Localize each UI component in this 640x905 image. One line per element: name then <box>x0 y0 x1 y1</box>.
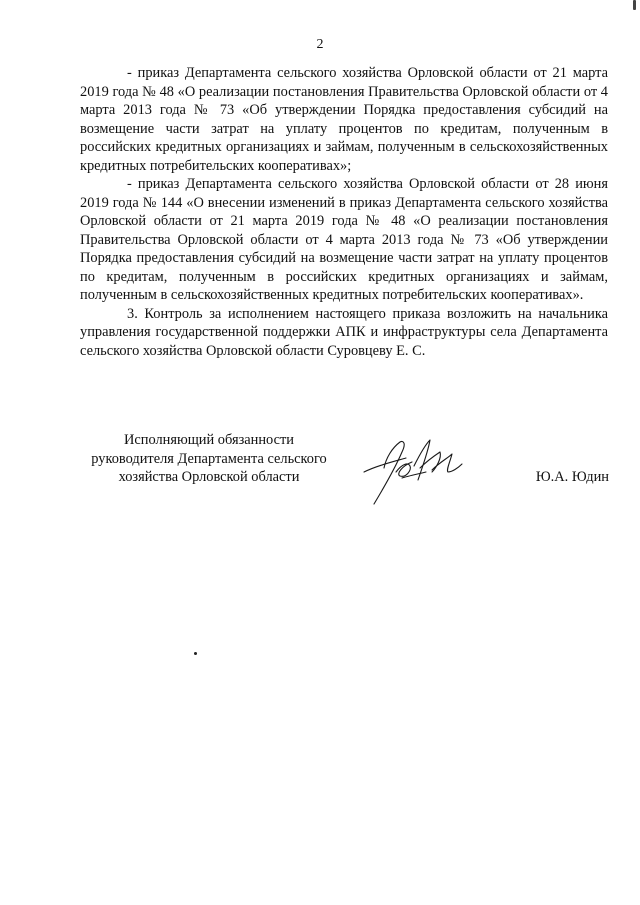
paragraph-control-clause: 3. Контроль за исполнением настоящего приказа возложить на начальника управления государственной поддержки АПК и инфраструктуры села Департамента сельского хозяйства Орловской области Суровцеву Е. С. <box>80 305 608 359</box>
scan-edge-mark <box>633 0 636 10</box>
signatory-title-line: Исполняющий обязанности <box>123 432 294 448</box>
page-number: 2 <box>316 37 324 52</box>
document-body <box>80 64 608 360</box>
signatory-title-line: руководителя Департамента сельского <box>91 450 327 467</box>
signatory-name: Ю.А. Юдин <box>535 469 609 485</box>
scan-speck <box>194 652 197 655</box>
paragraph-order-48: - приказ Департамента сельского хозяйства Орловской области от 21 марта 2019 года № 48 «О реализации постановления Правительства Орловской области от 4 марта 2013 года № 73 «Об утверждении Порядка предоставления субсидий на возмещение части затрат на уплату процентов по кредитам, полученным в российских кредитных организациях и займам, полученным в сельскохозяйственных кредитных потребительских кооперативах»; <box>80 65 608 174</box>
handwritten-signature <box>362 432 464 510</box>
signatory-title-line: хозяйства Орловской области <box>118 469 300 485</box>
signatory-title <box>78 431 340 487</box>
paragraph-order-144: - приказ Департамента сельского хозяйства Орловской области от 28 июня 2019 года № 144 «О внесении изменений в приказ Департамента сельского хозяйства Орловской области от 21 марта 2019 года № 48 «О реализации постановления Правительства Орловской области от 4 марта 2013 года № 73 «Об утверждении Порядка предоставления субсидий на возмещение части затрат на уплату процентов по кредитам, полученным в российских кредитных организациях и займам, полученным в сельскохозяйственных кредитных потребительских кооперативах». <box>80 176 608 303</box>
